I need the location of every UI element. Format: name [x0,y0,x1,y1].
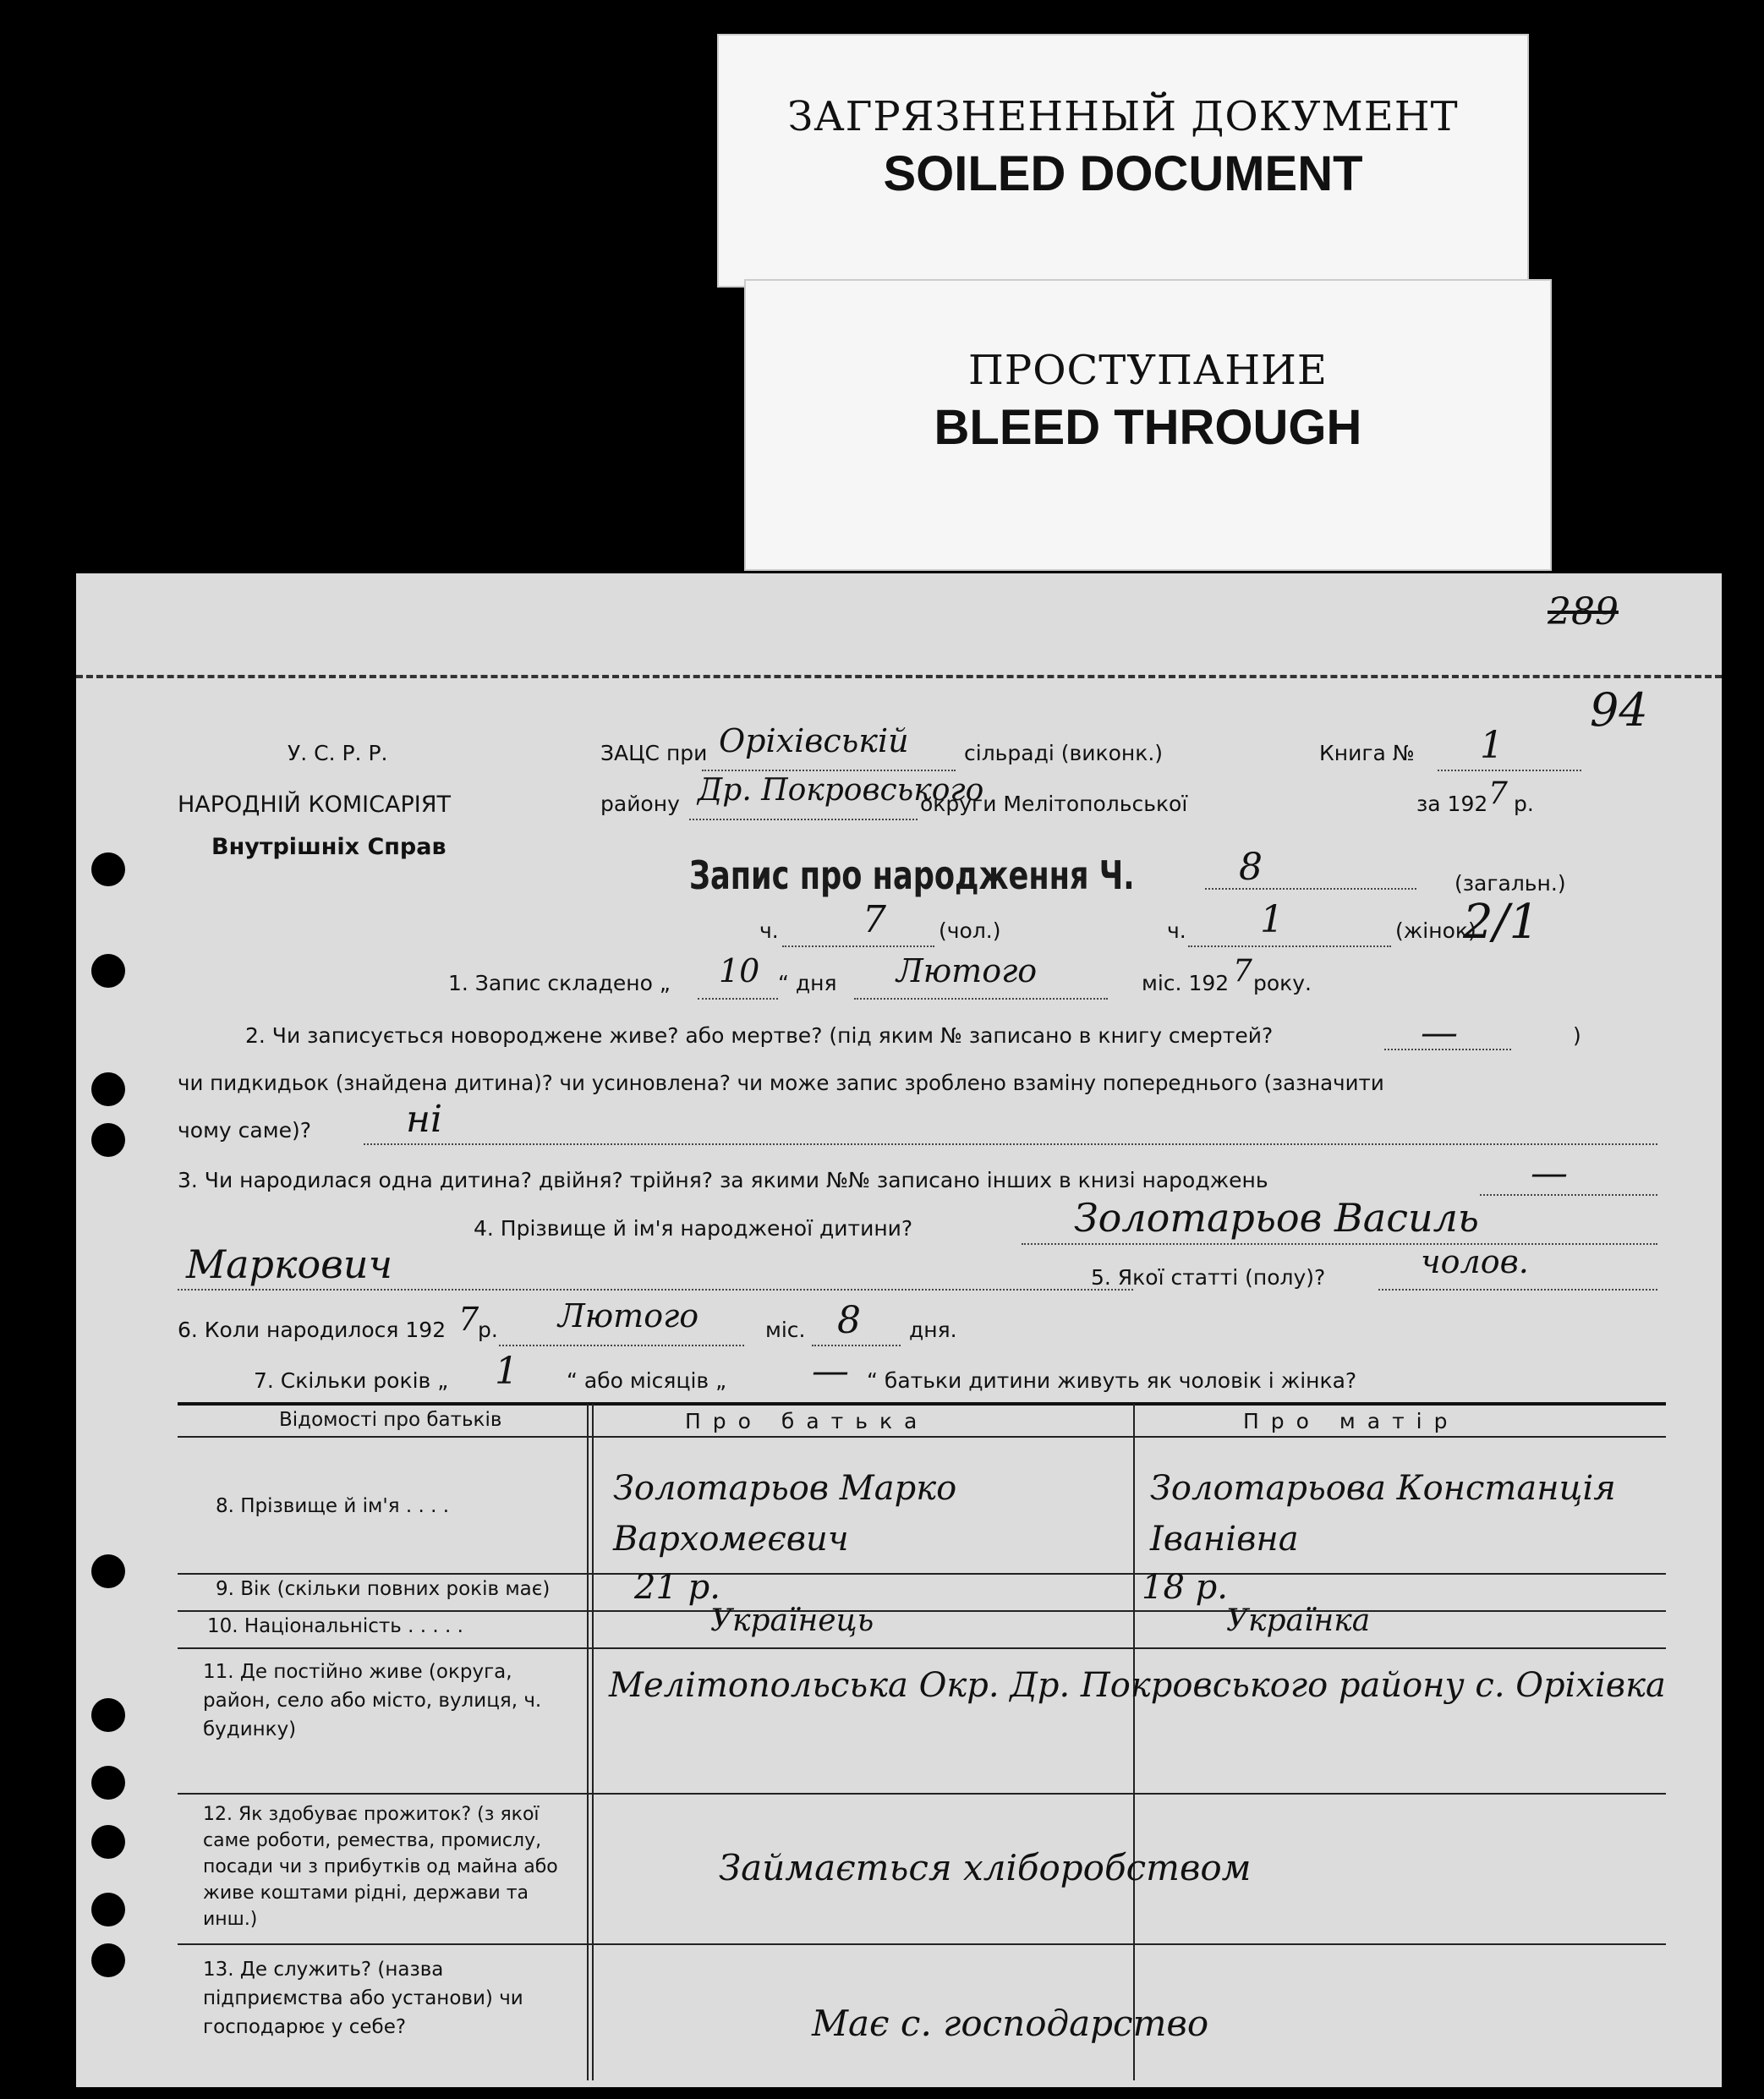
perforation-line [76,675,1722,678]
book-line [1438,770,1581,771]
table-row-label: 8. Прізвище й ім'я . . . . [216,1495,450,1517]
f1-prefix: 1. Запис складено „ [448,971,671,995]
table-col-divider-1b [592,1404,594,2080]
mother-name: Золотарьова Констанція Іванівна [1150,1469,1616,1559]
father-age: 21 р. [634,1568,720,1607]
f2-value: ні [406,1098,443,1141]
f6-day-line [812,1345,901,1346]
f3-line: 3. Чи народилася одна дитина? двійня? трійня? за якими №№ записано інших в книзі народжень [178,1168,1268,1192]
f6-mid: р. [478,1318,498,1342]
record-title: Запис про народження Ч. [689,852,1135,898]
soiled-ru-text: ЗАГРЯЗНЕННЫЙ ДОКУМЕНТ [787,93,1459,140]
punch-hole [91,1766,125,1800]
record-number: 8 [1239,846,1263,889]
female-label: (жінок) [1395,918,1476,943]
f7-mid: “ або місяців „ [567,1368,727,1393]
male-count: 7 [863,898,886,941]
mother-age: 18 р. [1142,1568,1228,1607]
f6-prefix: 6. Коли народилося 192 [178,1318,446,1342]
page-number-old: 289 [1548,590,1619,633]
punch-hole [91,1072,125,1106]
f2-value-line [364,1143,1657,1145]
table-header-border [178,1436,1666,1438]
f4-line1 [1022,1243,1657,1245]
f1-end: року. [1253,971,1312,995]
table-row-border [178,1793,1666,1795]
father-nationality: Українець [710,1603,874,1638]
table-col-divider-1 [587,1404,589,2080]
internal-affairs-header: Внутрішніх Справ [211,834,446,860]
bleed-ru-text: ПРОСТУПАНИЕ [968,347,1328,394]
year-value: 7 [1488,776,1508,811]
punch-hole [91,1123,125,1157]
page-number: 94 [1590,683,1648,737]
year-prefix: за 192 [1416,792,1488,816]
male-line [782,945,934,947]
f2-line3: чому саме)? [178,1118,311,1143]
f5-value: чолов. [1421,1243,1529,1280]
f6-day: 8 [837,1299,861,1342]
table-header-info: Відомості про батьків [279,1409,502,1431]
f2-line1-end: ) [1573,1023,1581,1048]
f6-month-line [499,1345,744,1346]
female-ch: ч. [1167,918,1186,943]
f7-months: — [812,1350,849,1393]
raion-suffix: округи Мелітопольської [920,792,1188,816]
male-label: (чол.) [939,918,1001,943]
year-suffix: р. [1514,792,1534,816]
table-row-label: 10. Національність . . . . . [207,1615,463,1637]
f6-mis: міс. [765,1318,806,1342]
zags-line [702,770,956,771]
father-name: Золотарьов Марко Вархомеєвич [613,1469,957,1559]
f6-end: дня. [909,1318,957,1342]
f7-end: “ батьки дитини живуть як чоловік і жінка? [867,1368,1357,1393]
table-top-border [178,1402,1666,1406]
soiled-en-text: SOILED DOCUMENT [883,146,1363,201]
f1-month-line [854,998,1108,1000]
f5-line [1378,1289,1657,1291]
raion-prefix: району [600,792,680,816]
total-label: (загальн.) [1454,871,1566,896]
f1-mid: “ дня [778,971,837,995]
table-row-border [178,1610,1666,1612]
punch-hole [91,1698,125,1732]
soiled-document-label [717,34,1529,288]
f4-value2: Маркович [186,1241,393,1287]
side-note: 2/1 [1463,895,1540,950]
table-header-mother: Про матір [1243,1409,1460,1433]
f3-value: — [1531,1152,1568,1195]
f4-label: 4. Прізвище й ім'я народженої дитини? [474,1216,913,1241]
raion-value: Др. Покровського [698,773,984,808]
table-col-divider-2 [1133,1404,1135,2080]
zags-value: Оріхівській [719,722,909,759]
bleed-en-text: BLEED THROUGH [934,400,1362,455]
table-row-label: 9. Вік (скільки повних років має) [216,1578,551,1600]
residence: Мелітопольська Окр. Др. Покровського району с. Оріхівка [609,1666,1666,1705]
f1-year: 7 [1233,954,1252,989]
f4-value1: Золотарьов Василь [1074,1195,1479,1241]
f7-prefix: 7. Скільки років „ [254,1368,449,1393]
f2-line1-value: — [1421,1011,1458,1055]
raion-line [689,819,918,820]
book-value: 1 [1480,724,1504,767]
female-count: 1 [1260,898,1284,941]
workplace: Має с. господарство [812,2003,1209,2044]
occupation: Займається хліборобством [719,1847,1252,1888]
f1-suffix: міс. 192 [1142,971,1230,995]
f2-line1: 2. Чи записується новороджене живе? або мертве? (під яким № записано в книгу смертей? [245,1023,1274,1048]
table-header-father: Про батька [685,1409,929,1433]
f6-year: 7 [458,1301,479,1338]
punch-hole [91,1893,125,1926]
table-row-border [178,1573,1666,1575]
table-row-border [178,1647,1666,1649]
f4-line2 [178,1289,1133,1291]
punch-hole [91,954,125,988]
f7-years: 1 [495,1350,518,1393]
f1-day-line [698,998,778,1000]
punch-hole [91,852,125,886]
f1-month: Лютого [896,952,1038,989]
f2-line2: чи пидкидьок (знайдена дитина)? чи усиновлена? чи може запис зроблено взаміну попереднього (зазначити [178,1071,1384,1095]
f5-label: 5. Якої статті (полу)? [1091,1265,1326,1290]
table-row-label: 11. Де постійно живе (округа, район, село або місто, вулиця, ч. будинку) [203,1661,542,1740]
f3-dots [1480,1194,1657,1196]
bleed-through-label [744,279,1552,571]
zags-suffix: сільраді (виконк.) [964,741,1164,765]
punch-hole [91,1825,125,1859]
male-ch: ч. [759,918,779,943]
female-line [1188,945,1391,947]
mother-nationality: Українка [1226,1603,1371,1638]
table-row-border [178,1943,1666,1945]
table-row-label: 13. Де служить? (назва підприємства або установи) чи господарює у себе? [203,1959,523,2038]
book-label: Книга № [1319,741,1415,765]
f6-month: Лютого [558,1297,699,1334]
zags-prefix: ЗАЦС при [600,741,708,765]
punch-hole [91,1554,125,1588]
birth-record-form [76,573,1722,2087]
f1-day: 10 [719,952,760,989]
punch-hole [91,1943,125,1977]
commissariat-header: НАРОДНІЙ КОМІСАРІЯТ [178,792,451,818]
table-row-label: 12. Як здобуває прожиток? (з якої саме роботи, ремества, промислу, посади чи з прибутків од майна або живе коштами рідні, держави та инш.) [203,1804,558,1930]
record-number-line [1205,888,1416,890]
ussr-header: У. С. Р. Р. [288,741,388,765]
